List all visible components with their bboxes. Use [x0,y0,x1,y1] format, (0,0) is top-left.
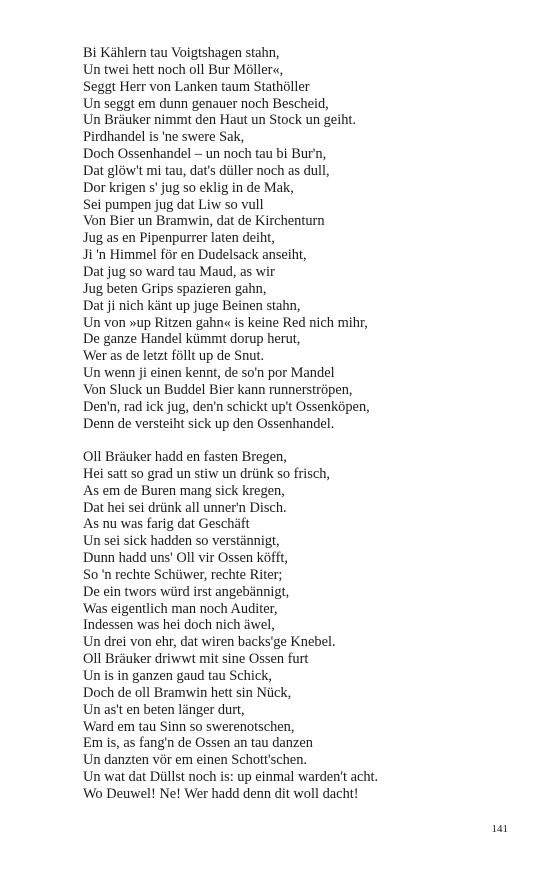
verse-line: Bi Kählern tau Voigtshagen stahn, [83,45,280,61]
page-number: 141 [491,823,508,835]
verse-line: Ward em tau Sinn so swerenotschen, [83,718,295,735]
verse-line: Oll Bräuker driwwt mit sine Ossen furt [83,651,309,668]
verse-line: Sei pumpen jug dat Liw so vull [83,196,264,213]
verse-line: As em de Buren mang sick kregen, [83,482,285,499]
verse-line: Oll Bräuker hadd en fasten Bregen, [83,449,287,465]
verse-line: Doch de oll Bramwin hett sin Nück, [83,684,292,701]
verse-line: Un wenn ji einen kennt, de so'n por Mandel [83,365,335,382]
verse-line: Den'n, rad ick jug, den'n schickt up't Ossenköpen, [83,398,370,415]
verse-line: Dunn hadd uns' Oll vir Ossen köfft, [83,550,288,567]
verse-line: Un seggt em dunn genauer noch Bescheid, [83,95,329,112]
verse-line: Dat jug so ward tau Maud, as wir [83,263,275,280]
verse-line: De ein twors würd irst angebännigt, [83,583,290,600]
verse-line: Denn de versteiht sick up den Ossenhandel. [83,415,335,432]
verse-line: Seggt Herr von Lanken taum Stathöller [83,78,310,95]
stanza-2 [83,449,523,803]
verse-line: So 'n rechte Schüwer, rechte Riter; [83,566,283,583]
verse-line: Un as't en beten länger durt, [83,701,245,718]
verse-line: Was eigentlich man noch Auditer, [83,600,278,617]
verse-line: Un is in ganzen gaud tau Schick, [83,667,273,684]
verse-line: As nu was farig dat Geschäft [83,516,250,533]
verse-line: Un Bräuker nimmt den Haut un Stock un geiht. [83,112,356,129]
verse-line: Pirdhandel is 'ne swere Sak, [83,129,245,146]
verse-line: Dor krigen s' jug so eklig in de Mak, [83,179,294,196]
verse-line: Von Bier un Bramwin, dat de Kirchenturn [83,213,325,230]
verse-line: Un drei von ehr, dat wiren backs'ge Knebel. [83,634,336,651]
verse-line: De ganze Handel kümmt dorup herut, [83,331,301,348]
verse-line: Un wat dat Düllst noch is: up einmal warden't acht. [83,769,379,786]
verse-line: Em is, as fang'n de Ossen an tau danzen [83,735,313,752]
verse-line: Doch Ossenhandel – un noch tau bi Bur'n, [83,146,327,163]
verse-line: Wo Deuwel! Ne! Wer hadd denn dit woll dacht! [83,785,359,802]
verse-line: Un danzten vör em einen Schott'schen. [83,752,307,769]
stanza-1 [83,45,523,432]
verse-line: Un sei sick hadden so verstännigt, [83,533,280,550]
verse-line: Hei satt so grad un stiw un drünk so frisch, [83,465,331,482]
verse-line: Dat glöw't mi tau, dat's düller noch as dull, [83,162,330,179]
verse-line: Wer as de letzt föllt up de Snut. [83,348,265,365]
verse-line: Un von »up Ritzen gahn« is keine Red nich mihr, [83,314,368,331]
verse-line: Ji 'n Himmel för en Dudelsack anseiht, [83,247,307,264]
verse-line: Dat hei sei drünk all unner'n Disch. [83,499,287,516]
verse-line: Dat ji nich känt up juge Beinen stahn, [83,297,301,314]
verse-line: Indessen was hei doch nich äwel, [83,617,275,634]
verse-line: Un twei hett noch oll Bur Möller«, [83,61,284,78]
verse-line: Jug beten Grips spazieren gahn, [83,280,267,297]
verse-line: Jug as en Pipenpurrer laten deiht, [83,230,275,247]
verse-line: Von Sluck un Buddel Bier kann runnerströpen, [83,381,353,398]
